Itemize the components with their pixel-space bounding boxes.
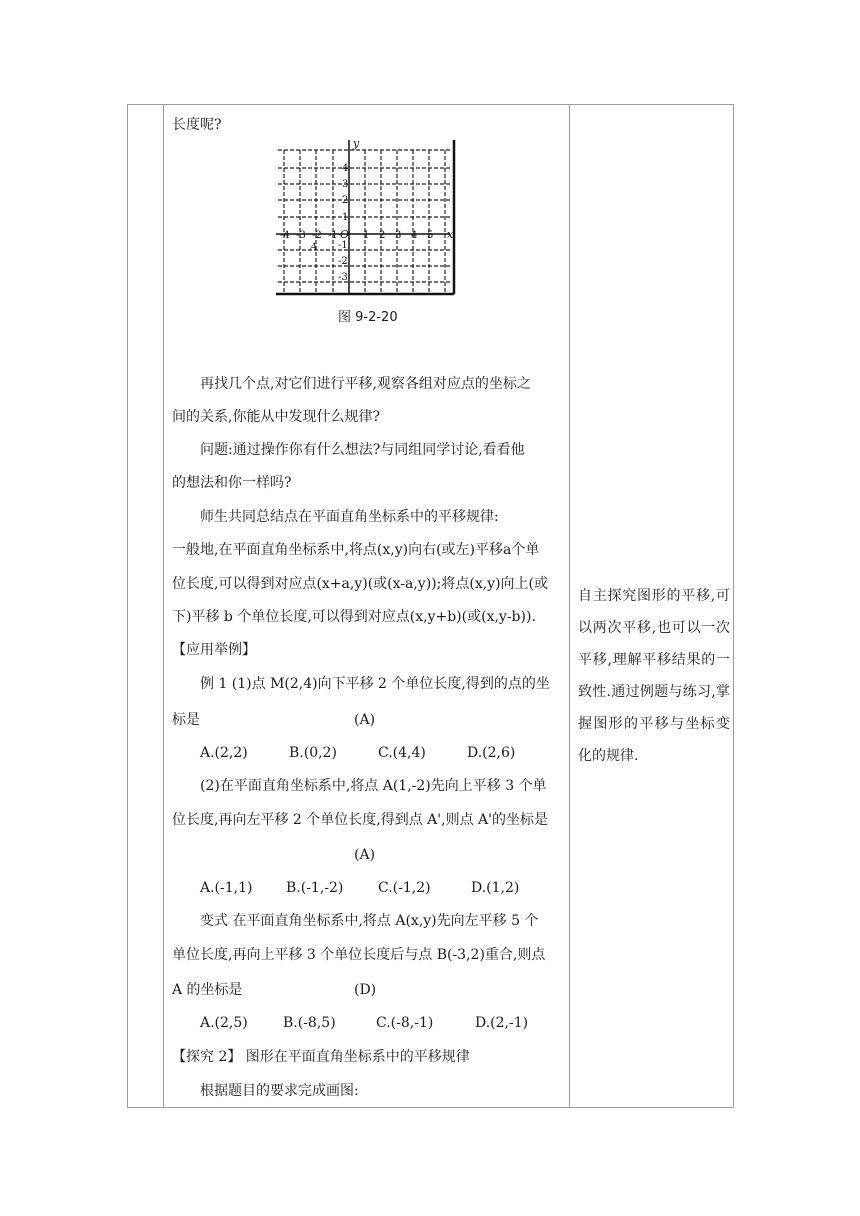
content-line: 例 1 (1)点 M(2,4)向下平移 2 个单位长度,得到的点的坐 [200, 676, 550, 692]
content-line: 师生共同总结点在平面直角坐标系中的平移规律: [200, 509, 499, 525]
content-line: 标是 [172, 712, 200, 728]
content-line: 的想法和你一样吗? [172, 475, 292, 491]
y-tick-label: -3 [338, 272, 348, 283]
coordinate-grid-figure [276, 138, 458, 302]
x-axis-label: x [447, 228, 454, 241]
content-line: A 的坐标是 [172, 982, 243, 998]
y-tick-label: 3 [342, 179, 349, 190]
content-line: 一般地,在平面直角坐标系中,将点(x,y)向右(或左)平移a个单 [172, 542, 540, 558]
x-tick-label: 2 [379, 230, 386, 241]
origin-label: O [340, 228, 350, 241]
content-line: D.(2,-1) [475, 1015, 529, 1031]
x-tick-label: -1 [328, 230, 338, 241]
content-line: 位长度,可以得到对应点(x+a,y)(或(x-a,y));将点(x,y)向上(或 [172, 576, 548, 592]
content-line: B.(0,2) [289, 745, 337, 761]
y-tick-label: 2 [342, 195, 349, 206]
coordinate-grid [276, 138, 458, 298]
content-line: 单位长度,再向上平移 3 个单位长度后与点 B(-3,2)重合,则点 [172, 947, 546, 963]
content-line: D.(2,6) [467, 745, 516, 761]
x-tick-label: 5 [427, 230, 434, 241]
y-tick-label: -2 [338, 256, 348, 267]
content-line: A.(2,5) [200, 1015, 248, 1031]
content-line: A.(-1,1) [200, 880, 253, 896]
y-tick-label: 1 [342, 212, 349, 223]
content-line: 变式 在平面直角坐标系中,将点 A(x,y)先向左平移 5 个 [200, 913, 539, 929]
figure-caption: 图 9-2-20 [338, 310, 398, 325]
content-line: 根据题目的要求完成画图: [200, 1083, 359, 1099]
content-line: 问题:通过操作你有什么想法?与同组同学讨论,看看他 [200, 442, 525, 458]
content-line: 下)平移 b 个单位长度,可以得到对应点(x,y+b)(或(x,y-b)). [172, 609, 536, 625]
content-line: (A) [354, 712, 376, 728]
x-tick-label: -4 [280, 230, 290, 241]
content-line: C.(-1,2) [378, 880, 431, 896]
content-line: (D) [354, 982, 377, 998]
column-divider-left [163, 105, 164, 1107]
content-line: (2)在平面直角坐标系中,将点 A(1,-2)先向上平移 3 个单 [200, 778, 547, 794]
content-line: C.(4,4) [378, 745, 426, 761]
content-line: (A) [354, 847, 376, 863]
y-tick-label: 4 [342, 163, 349, 174]
x-tick-label: 1 [363, 230, 370, 241]
point-a-label: A [310, 242, 318, 253]
content-line: 间的关系,你能从中发现什么规律? [172, 409, 380, 425]
content-line: B.(-1,-2) [286, 880, 344, 896]
y-axis-label: y [353, 138, 360, 150]
content-line: 【探究 2】 图形在平面直角坐标系中的平移规律 [172, 1049, 470, 1065]
x-tick-label: -3 [296, 230, 306, 241]
content-line: 【应用举例】 [172, 642, 256, 658]
content-line: 位长度,再向左平移 2 个单位长度,得到点 A',则点 A'的坐标是 [172, 812, 548, 828]
y-tick-label: -1 [338, 240, 348, 251]
content-line: 长度呢? [172, 117, 222, 133]
x-tick-label: 4 [411, 230, 418, 241]
content-line: C.(-8,-1) [376, 1015, 434, 1031]
content-line: B.(-8,5) [283, 1015, 336, 1031]
x-tick-label: -2 [312, 230, 322, 241]
content-line: 再找几个点,对它们进行平移,观察各组对应点的坐标之 [200, 376, 531, 392]
content-line: D.(1,2) [471, 880, 520, 896]
design-intent-text: 自主探究图形的平移,可以两次平移,也可以一次平移,理解平移结果的一致性.通过例题与练习,掌握图形的平移与坐标变化的规律. [578, 588, 730, 764]
content-line: A.(2,2) [200, 745, 248, 761]
x-tick-label: 3 [395, 230, 402, 241]
column-divider-right [569, 105, 570, 1107]
